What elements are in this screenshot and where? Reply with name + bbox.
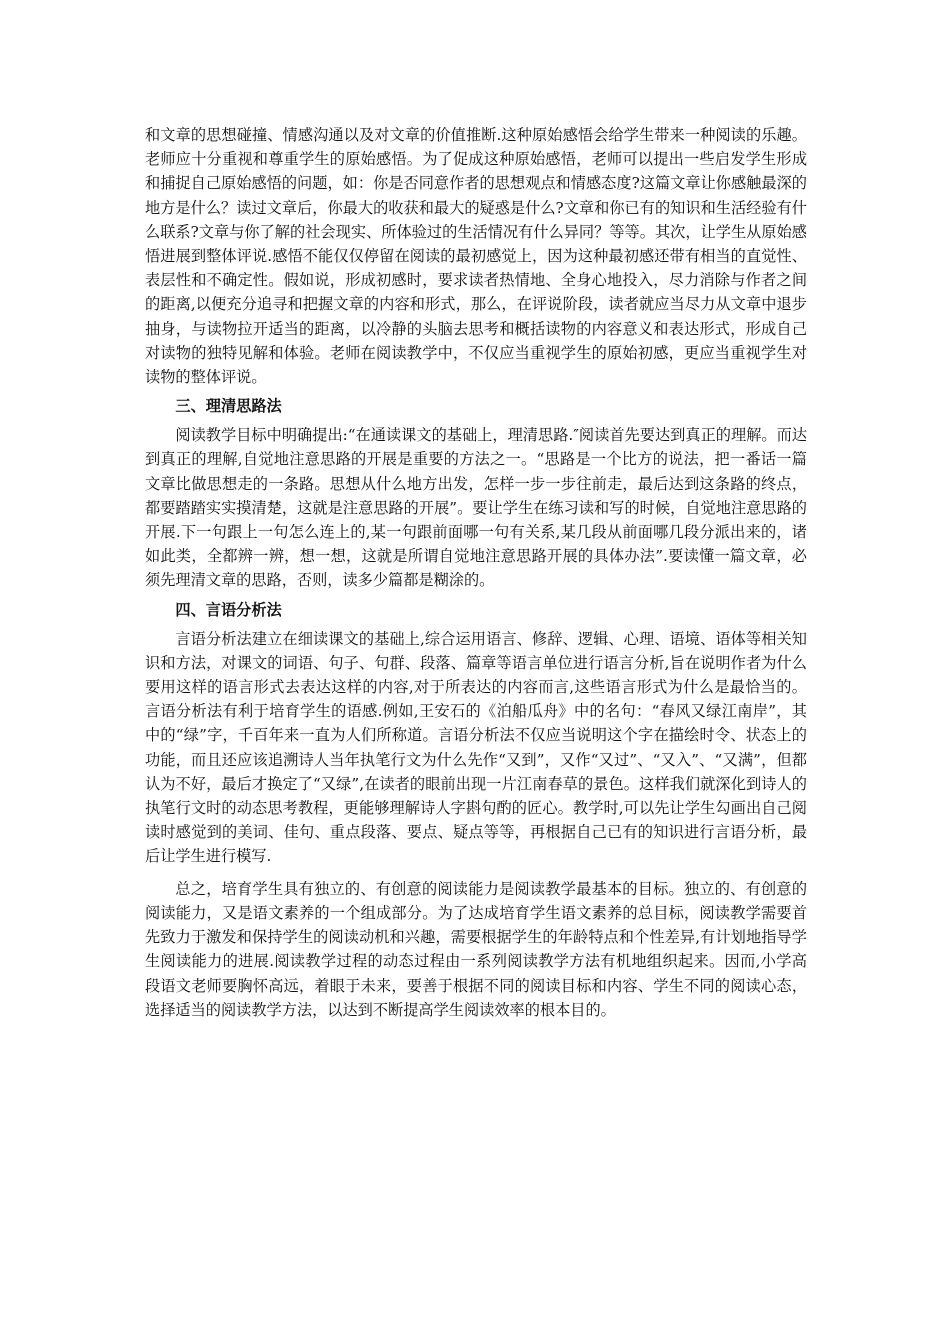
paragraph-clarify-thinking: 阅读教学目标中明确提出:“在通读课文的基础上，理清思路.″阅读首先要达到真正的理解。而达到真正的理解,自觉地注意思路的开展是重要的方法之一。“思路是一个比方的说法，把一番话一篇文章比做思想走的一条路。思想从什么地方出发，怎样一步一步往前走，最后达到这条路的终点，都要踏踏实实摸清楚，这就是注意思路的开展”。要让学生在练习读和写的时候，自觉地注意思路的开展.下一句跟上一句怎么连上的,某一句跟前面哪一句有关系,某几段从前面哪几段分派出来的，诸如此类，全都辨一辨，想一想，这就是所谓自觉地注意思路开展的具体办法”.要读懂一篇文章，必须先理清文章的思路，否则，读多少篇都是糊涂的。 bbox=[145, 426, 807, 590]
document-page bbox=[145, 123, 807, 1022]
section-heading-4: 四、言语分析法 bbox=[175, 600, 282, 619]
paragraph-original-perception: 和文章的思想碰撞、情感沟通以及对文章的价值推断.这种原始感悟会给学生带来一种阅读的乐趣。老师应十分重视和尊重学生的原始感悟。为了促成这种原始感悟，老师可以提出一些启发学生形成和捕捉自己原始感悟的问题，如：你是否同意作者的思想观点和情感态度?这篇文章让你感触最深的地方是什么？读过文章后，你最大的收获和最大的疑惑是什么?文章和你已有的知识和生活经验有什么联系?文章与你了解的社会现实、所体验过的生活情况有什么异同？等等。其次，让学生从原始感悟进展到整体评说.感悟不能仅仅停留在阅读的最初感觉上，因为这种最初感还带有相当的直觉性、表层性和不确定性。假如说，形成初感时，要求读者热情地、全身心地投入，尽力消除与作者之间的距离,以便充分追寻和把握文章的内容和形式，那么，在评说阶段，读者就应当尽力从文章中退步抽身，与读物拉开适当的距离，以冷静的头脑去思考和概括读物的内容意义和表达形式，形成自己对读物的独特见解和体验。老师在阅读教学中，不仅应当重视学生的原始初感，更应当重视学生对读物的整体评说。 bbox=[145, 126, 807, 387]
paragraph-conclusion: 总之，培育学生具有独立的、有创意的阅读能力是阅读教学最基本的目标。独立的、有创意的阅读能力，又是语文素养的一个组成部分。为了达成培育学生语文素养的总目标，阅读教学需要首先致力于激发和保持学生的阅读动机和兴趣，需要根据学生的年龄特点和个性差异,有计划地指导学生阅读能力的进展.阅读教学过程的动态过程由一系列阅读教学方法有机地组织起来。因而,小学高段语文老师要胸怀高远，着眼于未来，要善于根据不同的阅读目标和内容、学生不同的阅读心态，选择适当的阅读教学方法，以达到不断提高学生阅读效率的根本目的。 bbox=[145, 879, 807, 1019]
section-heading-3: 三、理清思路法 bbox=[175, 397, 282, 416]
paragraph-language-analysis: 言语分析法建立在细读课文的基础上,综合运用语言、修辞、逻辑、心理、语境、语体等相关知识和方法，对课文的词语、句子、句群、段落、篇章等语言单位进行语言分析,旨在说明作者为什么要用这样的语言形式去表达这样的内容,对于所表达的内容而言,这些语言形式为什么是最恰当的。言语分析法有利于培育学生的语感.例如,王安石的《泊船瓜舟》中的名句：“春风又绿江南岸”，其中的“绿”字，千百年来一直为人们所称道。言语分析法不仅应当说明这个字在描绘时令、状态上的功能，而且还应该追溯诗人当年执笔行文为什么先作“又到”，又作“又过”、“又入”、“又满”，但都认为不好，最后才换定了“又绿”,在读者的眼前出现一片江南春草的景色。这样我们就深化到诗人的执笔行文时的动态思考教程，更能够理解诗人字斟句酌的匠心。教学时,可以先让学生勾画出自己阅读时感觉到的美词、佳句、重点段落、要点、疑点等等，再根据自己已有的知识进行言语分析，最后让学生进行模写. bbox=[145, 629, 807, 866]
